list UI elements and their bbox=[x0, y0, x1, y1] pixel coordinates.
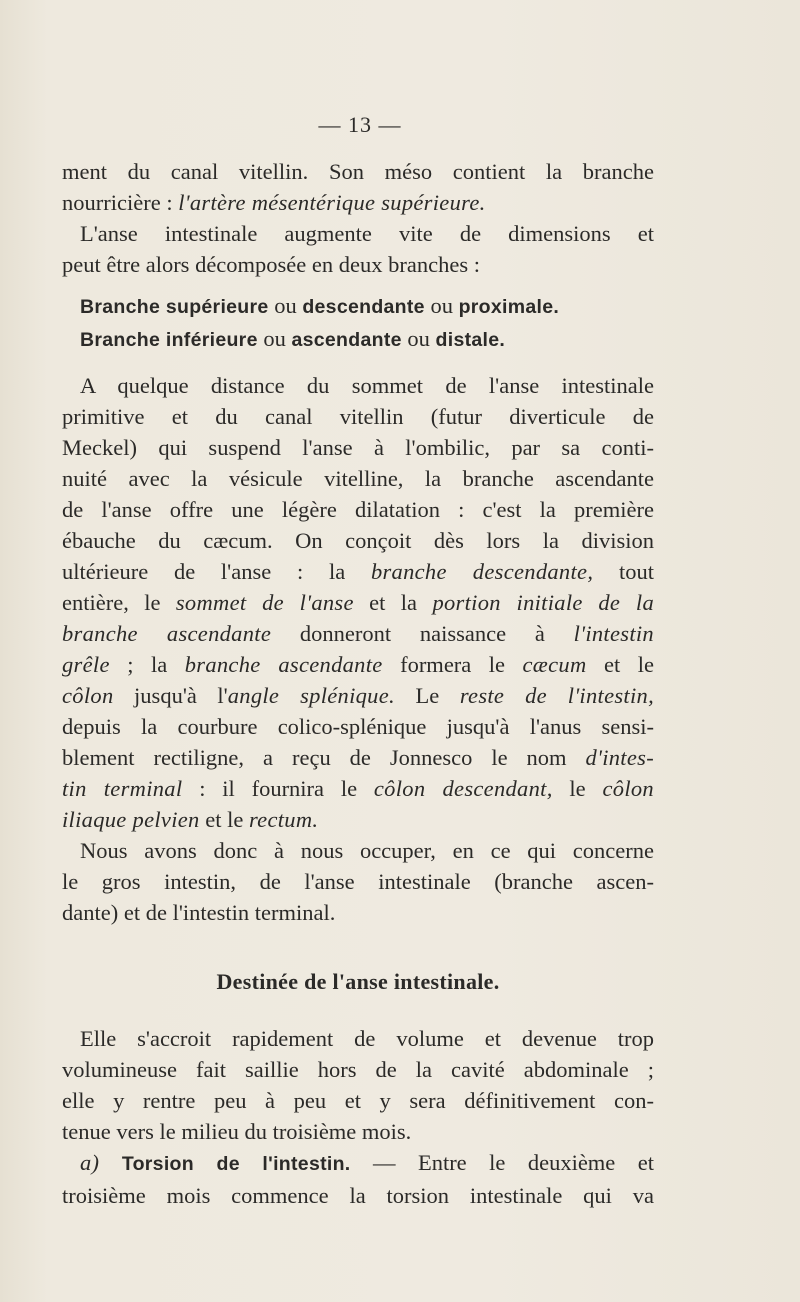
list-marker: a) bbox=[80, 1150, 100, 1175]
text-line: Elle s'accroit rapidement de volume et devenue trop bbox=[80, 1026, 654, 1051]
text-line: ébauche du cæcum. On conçoit dès lors la division bbox=[62, 528, 654, 553]
text-line bbox=[62, 804, 654, 835]
page-number: — 13 — bbox=[318, 112, 402, 137]
text-span: ; la bbox=[109, 652, 185, 677]
italic-term: reste de l'intestin, bbox=[459, 683, 655, 708]
text-line: tenue vers le milieu du troisième mois. bbox=[62, 1119, 412, 1144]
text-span: : il fournira le bbox=[182, 776, 374, 801]
text-span: — Entre le deuxième et bbox=[350, 1150, 654, 1175]
italic-term: l'artère mésentérique supérieure. bbox=[178, 190, 486, 215]
text-line bbox=[62, 187, 654, 218]
text-line: L'anse intestinale augmente vite de dimensions et bbox=[80, 221, 654, 246]
italic-term: sommet de l'anse bbox=[175, 590, 354, 615]
text-span: nourricière : bbox=[62, 190, 179, 215]
branch-line-upper bbox=[62, 290, 654, 323]
italic-term: l'intestin bbox=[573, 621, 654, 646]
italic-term: branche ascendante bbox=[62, 621, 272, 646]
text-line: nuité avec la vésicule vitelline, la branche ascendante bbox=[62, 466, 654, 491]
italic-term: angle splénique. bbox=[227, 683, 395, 708]
text-line: de l'anse offre une légère dilatation : c'est la première bbox=[62, 497, 654, 522]
text-span: le bbox=[552, 776, 603, 801]
text-line bbox=[62, 556, 654, 587]
paragraph-4 bbox=[62, 835, 654, 928]
text-span: Le bbox=[394, 683, 460, 708]
text-span: ou bbox=[424, 293, 459, 318]
text-line bbox=[62, 1147, 654, 1180]
branch-term: Branche supérieure bbox=[80, 296, 269, 318]
page-body bbox=[62, 156, 654, 1211]
branch-term: proximale. bbox=[458, 296, 560, 318]
paragraph-2 bbox=[62, 218, 654, 280]
text-span: entière, le bbox=[62, 590, 176, 615]
text-line: dante) et de l'intestin terminal. bbox=[62, 900, 336, 925]
paragraph-5 bbox=[62, 1023, 654, 1147]
text-line: Meckel) qui suspend l'anse à l'ombilic, par sa conti- bbox=[62, 435, 654, 460]
text-line: volumineuse fait saillie hors de la cavité abdominale ; bbox=[62, 1057, 654, 1082]
text-span: tout bbox=[593, 559, 654, 584]
paragraph-1 bbox=[62, 156, 654, 218]
text-line bbox=[62, 742, 654, 773]
branch-line-lower bbox=[62, 323, 654, 356]
text-span: et le bbox=[586, 652, 654, 677]
text-line: peut être alors décomposée en deux branches : bbox=[62, 252, 480, 277]
text-span: et la bbox=[353, 590, 433, 615]
italic-term: tin terminal bbox=[62, 776, 183, 801]
text-span: ou bbox=[401, 326, 436, 351]
branch-definitions bbox=[62, 290, 654, 356]
italic-term: rectum. bbox=[248, 807, 319, 832]
text-line: le gros intestin, de l'anse intestinale (branche ascen- bbox=[62, 869, 654, 894]
italic-term: cæcum bbox=[522, 652, 587, 677]
branch-term: descendante bbox=[302, 296, 425, 318]
italic-term: portion initiale de la bbox=[432, 590, 654, 615]
text-span: ou bbox=[268, 293, 303, 318]
text-line bbox=[62, 773, 654, 804]
text-line: primitive et du canal vitellin (futur diverticule de bbox=[62, 404, 654, 429]
italic-term: branche ascendante bbox=[184, 652, 383, 677]
text-span: jusqu'à l' bbox=[113, 683, 228, 708]
section-heading: Destinée de l'anse intestinale. bbox=[216, 969, 500, 994]
italic-term: d'intes- bbox=[585, 745, 654, 770]
paragraph-3 bbox=[62, 370, 654, 835]
text-line bbox=[62, 680, 654, 711]
italic-term: côlon bbox=[602, 776, 654, 801]
branch-term: distale. bbox=[435, 329, 506, 351]
text-span: formera le bbox=[382, 652, 523, 677]
text-span: donneront naissance à bbox=[271, 621, 574, 646]
branch-term: Branche inférieure bbox=[80, 329, 258, 351]
text-line bbox=[62, 587, 654, 618]
italic-term: grêle bbox=[62, 652, 110, 677]
text-line: A quelque distance du sommet de l'anse intestinale bbox=[80, 373, 654, 398]
subsection-title: Torsion de l'intestin. bbox=[121, 1153, 351, 1175]
text-span: ou bbox=[257, 326, 292, 351]
paragraph-6 bbox=[62, 1147, 654, 1211]
italic-term: côlon bbox=[62, 683, 114, 708]
text-line: troisième mois commence la torsion intestinale qui va bbox=[62, 1183, 654, 1208]
text-line: depuis la courbure colico-splénique jusqu'à l'anus sensi- bbox=[62, 714, 654, 739]
branch-term: ascendante bbox=[291, 329, 402, 351]
text-span: ultérieure de l'anse : la bbox=[62, 559, 371, 584]
italic-term: branche descendante, bbox=[370, 559, 594, 584]
text-line: ment du canal vitellin. Son méso contient la branche bbox=[62, 159, 654, 184]
text-line: elle y rentre peu à peu et y sera définitivement con- bbox=[62, 1088, 654, 1113]
text-span: blement rectiligne, a reçu de Jonnesco le nom bbox=[62, 745, 586, 770]
italic-term: iliaque pelvien bbox=[62, 807, 200, 832]
text-line bbox=[62, 618, 654, 649]
text-line bbox=[62, 649, 654, 680]
text-span: et le bbox=[199, 807, 249, 832]
italic-term: côlon descendant, bbox=[373, 776, 553, 801]
text-line: Nous avons donc à nous occuper, en ce qui concerne bbox=[80, 838, 654, 863]
